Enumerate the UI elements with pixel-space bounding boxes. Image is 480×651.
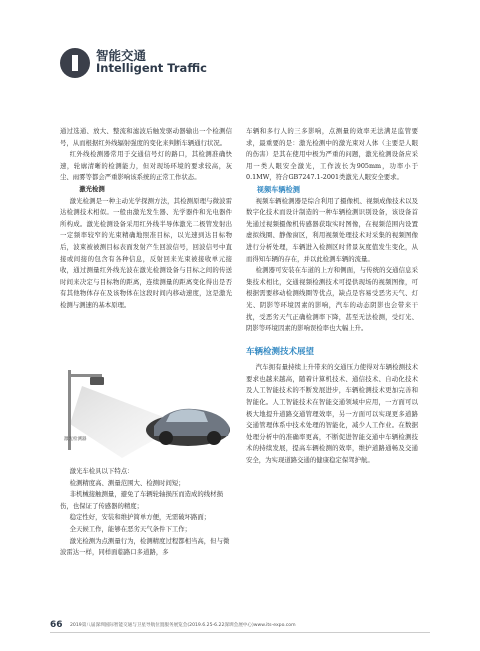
paragraph: 视频车辆检测器是综合利用了摄像机、视频成像技术以及数字化技术而设计制造的一种车辆检测识别设备，该设备首先通过视频摄像机传感器获取实时图像，在视频范围内设置虚拟线圈、静像窗区，利用视频处理技术对采集的视频图像进行分析处理，车辆进入检测区时背景灰度值发生变化，从而得知车辆的存在，并以此检测车辆的流量。: [246, 196, 418, 263]
footer-text: 2019第八届深圳国际智能交通与卫星导航位置服务展览会(2019.6.25-6.22深圳会展中心)www.its-expo.com: [70, 623, 296, 628]
figure-label: 激光检测器: [64, 437, 87, 442]
paragraph: 全天候工作，能够在恶劣天气条件下工作；: [69, 524, 192, 533]
paragraph: 稳定性好，安装和维护简单方便，无需破坏路面；: [69, 513, 211, 522]
left-column: [60, 126, 232, 312]
paragraph: 通过选通、放大、整流和滤波后触发驱动器输出一个检测信号，从而根据红外线辐射强度的变化来判断车辆通行状况。: [60, 127, 232, 147]
section-title-cn: 智能交通: [96, 48, 147, 63]
right-column: [246, 126, 418, 467]
figure-illustration: [62, 364, 238, 460]
paragraph: 红外线检测器常用于交通信号灯的路口，其检测准确快速，轮廓清晰的检测能力，但对现场环境的要求较高，灰尘、雨雾等都会严重影响该系统的正常工作状态。: [60, 150, 232, 182]
section-logo-icon: [60, 48, 90, 78]
laser-detection-figure: [62, 364, 238, 460]
left-column-bottom: [60, 466, 232, 559]
paragraph: 车辆和多行人的三多影响，点测量的效率无法满足监管要求，最重要的是：激光检测中的激光束对人体（主要是人眼的伤害）是其在使用中极为严重的问题，激光检测设备应采用一类人眼安全激光，工作波长为905mm，功率小于0.1MW，符合GB7247.1-2001类激光人眼安全要求。: [246, 127, 418, 182]
paragraph: 激光检测为点测量行为，检测精度过程都相当高，但与微波雷达一样，同样面临路口多道路，多: [60, 536, 230, 557]
section-title-en: Intelligent Traffic: [96, 61, 207, 75]
page-number: 66: [50, 620, 63, 630]
paragraph: 检测器可安装在车道的上方和侧面，与传统的交通信息采集技术相比，交通视频检测技术可提供现场的视频图像，可根据需要移动检测线圈等优点，缺点是容易受恶劣天气、灯光、阴影等环境因素的影响，汽车的动态阴影也会带来干扰，受恶劣天气正确检测率下降，甚至无法检测，受灯光、阴影等环境因素的影响误检率也大幅上升。: [246, 266, 418, 333]
footer-divider: [50, 632, 430, 633]
paragraph: 激光车检具以下特点：: [69, 467, 134, 475]
paragraph: 汽车拥有量持续上升带来的交通压力使得对车辆检测技术要求也越来越高，随着计算机技术、通信技术、自动化技术及人工智能技术的不断发展进步，车辆检测技术更加完善和智能化。人工智能技术在智能交通领域中应用，一方面可以极大地提升道路交通管理效率，另一方面可以实现更多道路交通管理体系中技术处理的智能化，减少人工作业。在数据处理分析中的准确率更高，不断促进智能交通中车辆检测技术的持续发展，提高车辆检测的效率，维护道路通畅及交通安全，为实现道路交通的健康稳定保驾护航。: [246, 363, 418, 465]
paragraph: 非机械接触测量，避免了车辆轮轴损压而造成的线材损伤，也保证了传感器的精度；: [60, 490, 223, 510]
subheading-laser: 激光检测: [79, 184, 105, 193]
paragraph: 检测精度高、测量范围大、检测时间短；: [69, 478, 185, 487]
section-heading-outlook: 车辆检测技术展望: [246, 346, 315, 357]
section-heading-video: 视频车辆检测: [256, 184, 300, 194]
page-footer: [50, 620, 430, 634]
paragraph: 激光检测是一种主动光学探测方法，其检测原理与微波雷达检测技术相似。一般由激光发生器、光学器件和光电器件所构成。激光检测设备采用红外线半导体激光二极管发射出一定频率较窄的光束精确地照准目标，以光速到达目标物后，波束被被测目标表面发射产生回波信号，回波信号中直接或间接的包含有各种信息，反射回来光束被接收单元接收，通过测量红外线光波在激光检测设备与目标之间的传送时间来决定与目标物的距离，连续测量的距离变化得出是否有其他物体存在及该物体在这段时间内移动速度，这是激光检测与测速的基本原理。: [60, 196, 232, 309]
